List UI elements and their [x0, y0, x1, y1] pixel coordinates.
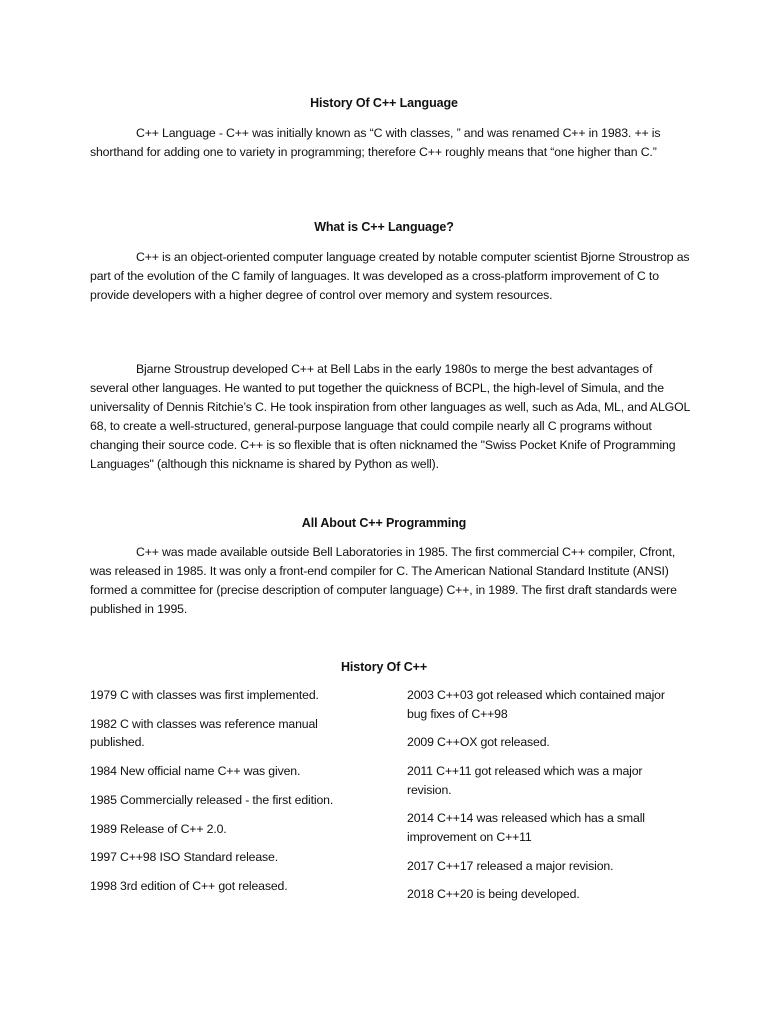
history-heading: History Of C++ [340, 660, 428, 674]
timeline-right-column [407, 686, 687, 914]
timeline-item: 2018 C++20 is being developed. [407, 887, 580, 902]
section1-paragraph-2: Bjarne Stroustrup developed C++ at Bell Labs in the early 1980s to merge the best advantages of several other languages. He wanted to put together the quickness of BCPL, the high-level of Simula, and the universality of Dennis Ritchie’s C. He took inspiration from other languages as well, such as Ada, ML, and ALGOL 68, to create a well-structured, general-purpose language that could compile nearly all C programs without changing their source code. C++ is so flexible that is often nicknamed the "Swiss Pocket Knife of Programming Languages" (although this nickname is shared by Python as well). [90, 362, 690, 471]
timeline-item: 2009 C++OX got released. [407, 735, 550, 750]
timeline-item: 2003 C++03 got released which contained major bug fixes of C++98 [407, 688, 665, 721]
section-heading-what-is: What is C++ Language? [314, 220, 454, 234]
timeline-item: 1989 Release of C++ 2.0. [90, 821, 227, 836]
section2-paragraph: C++ was made available outside Bell Laboratories in 1985. The first commercial C++ compiler, Cfront, was released in 1985. It was only a front-end compiler for C. The American National Standard Institute (ANSI) formed a committee for (precise description of computer language) C++, in 1989. The first draft standards were published in 1995. [90, 545, 677, 616]
timeline-item: 1982 C with classes was reference manual published. [90, 716, 318, 750]
section-heading-all-about: All About C++ Programming [301, 516, 467, 530]
timeline-item: 2011 C++11 got released which was a major revision. [407, 764, 643, 797]
section1-paragraph-1: C++ is an object-oriented computer language created by notable computer scientist Bjorne Stroustrop as part of the evolution of the C family of languages. It was developed as a cross-platform improvement of C to provide developers with a higher degree of control over memory and system resources. [90, 250, 690, 302]
timeline-item: 1985 Commercially released - the first edition. [90, 792, 334, 807]
timeline-item: 1984 New official name C++ was given. [90, 764, 301, 779]
timeline-left-column [90, 686, 360, 906]
timeline-item: 1997 C++98 ISO Standard release. [90, 850, 278, 865]
intro-paragraph: C++ Language - C++ was initially known as “C with classes, ” and was renamed C++ in 1983. ++ is shorthand for adding one to variety in programming; therefore C++ roughly means that “one higher than C.” [90, 126, 661, 159]
timeline-item: 1979 C with classes was first implemented. [90, 688, 319, 702]
timeline-item: 1998 3rd edition of C++ got released. [90, 879, 288, 894]
timeline-item: 2017 C++17 released a major revision. [407, 858, 614, 873]
document-title: History Of C++ Language [310, 96, 458, 110]
timeline-item: 2014 C++14 was released which has a small improvement on C++11 [407, 811, 645, 844]
